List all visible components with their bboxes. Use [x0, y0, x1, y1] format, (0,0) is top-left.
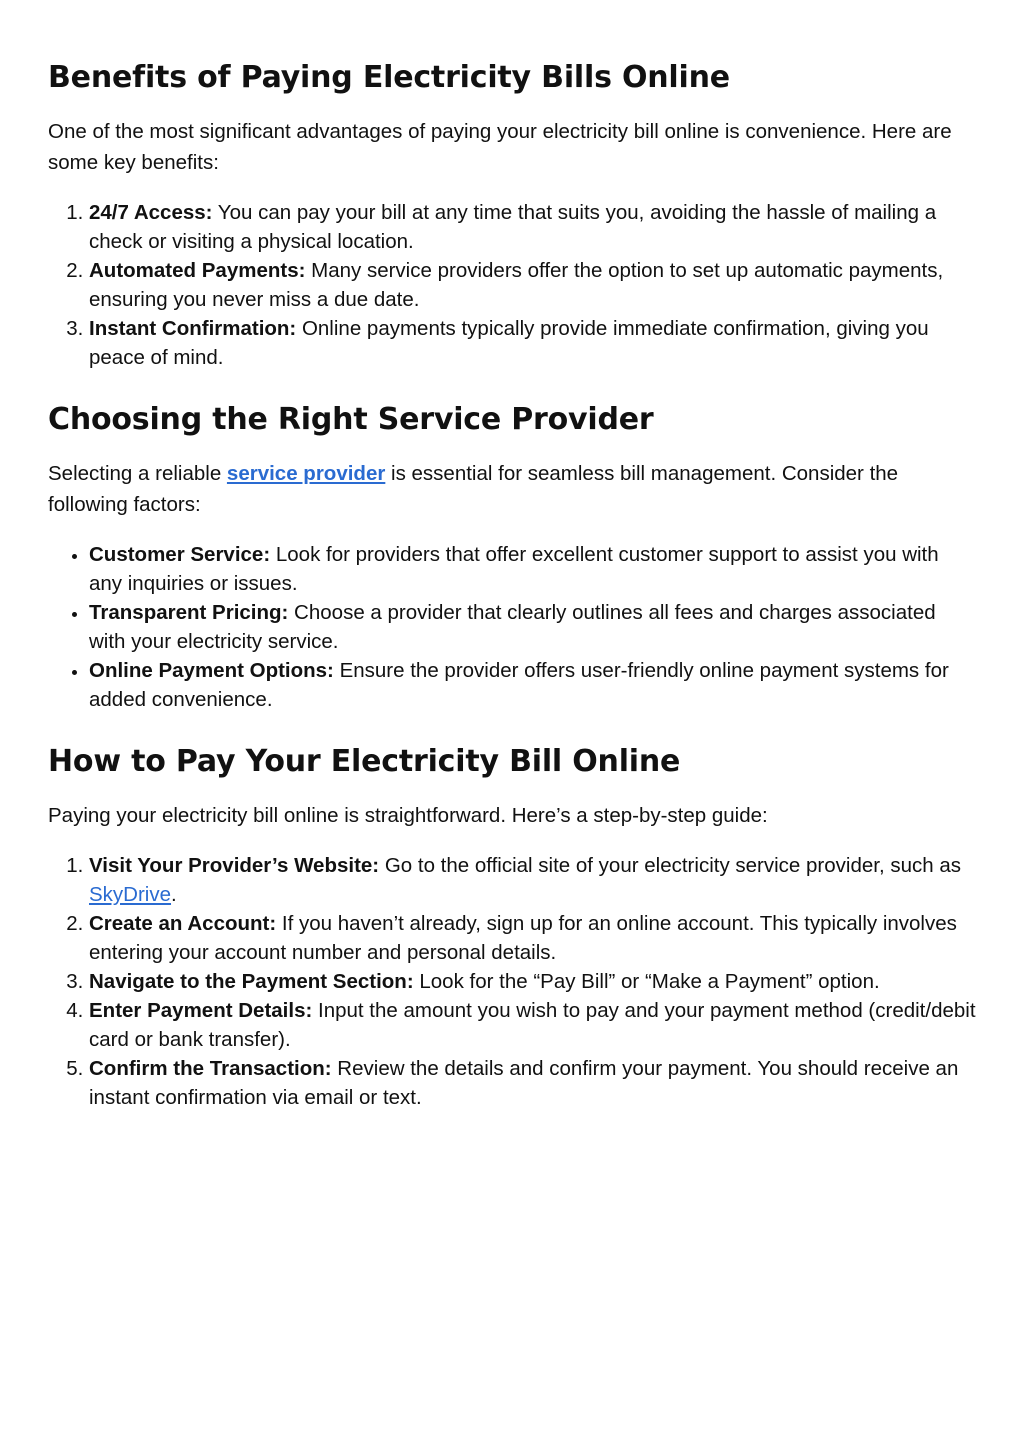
list-item — [89, 909, 976, 967]
list-item-lead: Create an Account: — [89, 912, 277, 935]
intro-text-before: Selecting a reliable — [48, 462, 227, 485]
list-item-text: You can pay your bill at any time that suits you, avoiding the hassle of mailing a check or visiting a physical location. — [89, 201, 937, 253]
list-item — [89, 656, 976, 714]
list-item-lead: Automated Payments: — [89, 259, 306, 282]
list-item — [89, 598, 976, 656]
list-item-lead: Enter Payment Details: — [89, 999, 313, 1022]
benefits-list — [48, 198, 976, 372]
section-heading-benefits: Benefits of Paying Electricity Bills Online — [48, 60, 730, 95]
list-item-lead: Confirm the Transaction: — [89, 1057, 332, 1080]
section-intro-benefits: One of the most significant advantages of paying your electricity bill online is convenience. Here are some key benefits: — [48, 120, 952, 174]
list-item — [89, 314, 976, 372]
section-how-to-pay — [48, 740, 976, 1112]
factors-list — [48, 540, 976, 714]
list-item-text: Choose a provider that clearly outlines all fees and charges associated with your electricity service. — [89, 601, 936, 653]
list-item-text: Online payments typically provide immediate confirmation, giving you peace of mind. — [89, 317, 929, 369]
list-item — [89, 256, 976, 314]
list-item-text: If you haven’t already, sign up for an online account. This typically involves entering your account number and personal details. — [89, 912, 957, 964]
list-item — [89, 540, 976, 598]
list-item-text: Input the amount you wish to pay and your payment method (credit/debit card or bank transfer). — [89, 999, 976, 1051]
list-item-text: Look for the “Pay Bill” or “Make a Payment” option. — [413, 970, 880, 993]
list-item — [89, 851, 976, 909]
list-item-text: Review the details and confirm your payment. You should receive an instant confirmation via email or text. — [89, 1057, 959, 1109]
intro-text-after: is essential for seamless bill management. Consider the following factors: — [48, 462, 899, 516]
list-item-lead: Customer Service: — [89, 543, 271, 566]
list-item — [89, 1054, 976, 1112]
list-item-text: Ensure the provider offers user-friendly online payment systems for added convenience. — [89, 659, 949, 711]
list-item-text: Go to the official site of your electricity service provider, such as — [379, 854, 961, 877]
section-intro-service-provider — [48, 458, 976, 520]
list-item-lead: Visit Your Provider’s Website: — [89, 854, 380, 877]
list-item — [89, 198, 976, 256]
skydrive-link[interactable]: SkyDrive — [89, 883, 172, 906]
list-item-text-after: . — [171, 883, 177, 906]
list-item-text: Look for providers that offer excellent customer support to assist you with any inquiries or issues. — [89, 543, 939, 595]
section-benefits — [48, 56, 976, 372]
list-item — [89, 967, 976, 996]
list-item-text: Many service providers offer the option to set up automatic payments, ensuring you never miss a due date. — [89, 259, 944, 311]
service-provider-link[interactable]: service provider — [226, 462, 386, 485]
section-intro-how-to-pay: Paying your electricity bill online is straightforward. Here’s a step-by-step guide: — [48, 804, 768, 827]
list-item-lead: Navigate to the Payment Section: — [89, 970, 414, 993]
list-item-lead: Online Payment Options: — [89, 659, 334, 682]
list-item-lead: Transparent Pricing: — [89, 601, 289, 624]
list-item — [89, 996, 976, 1054]
list-item-lead: 24/7 Access: — [89, 201, 213, 224]
steps-list — [48, 851, 976, 1112]
section-heading-service-provider: Choosing the Right Service Provider — [48, 402, 654, 437]
section-service-provider — [48, 398, 976, 714]
list-item-lead: Instant Confirmation: — [89, 317, 297, 340]
section-heading-how-to-pay: How to Pay Your Electricity Bill Online — [48, 744, 681, 779]
